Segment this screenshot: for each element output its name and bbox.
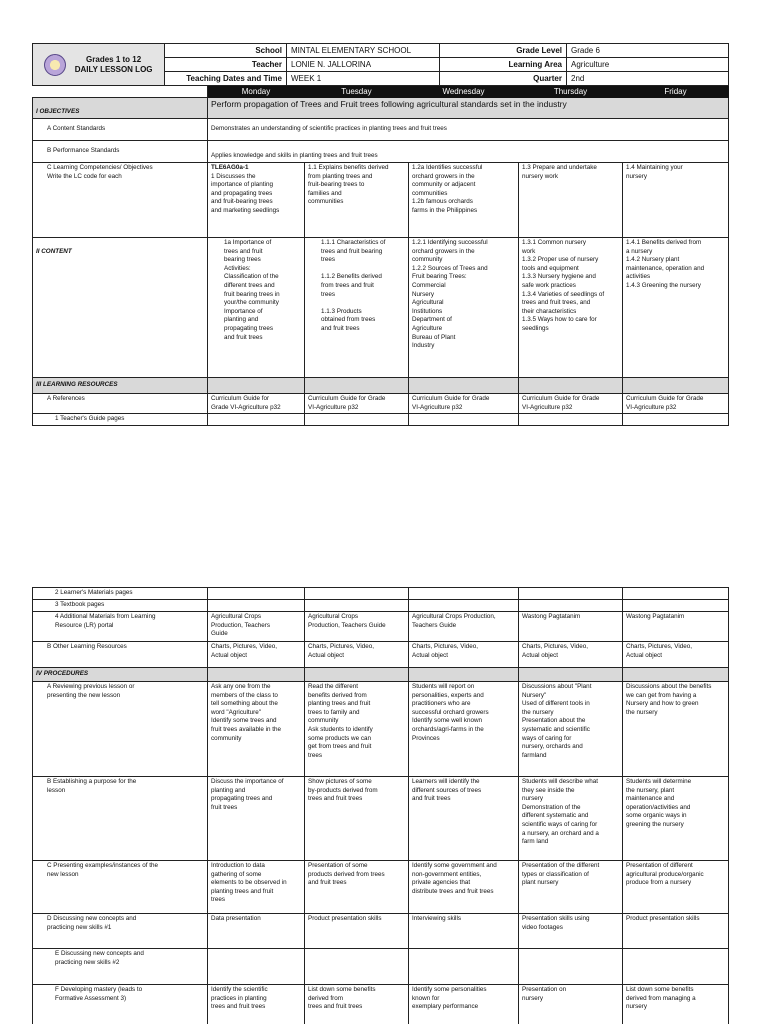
additional-tuesday: Agricultural Crops Production, Teachers Guide [305, 612, 409, 642]
competencies-label: C Learning Competencies/ Objectives Write the LC code for each [33, 163, 208, 238]
references-friday: Curriculum Guide for Grade VI-Agriculture p32 [623, 394, 729, 414]
mastery-wednesday: Identify some personalities known for exemplary performance [409, 985, 519, 1024]
mastery-monday: Identify the scientific practices in planting trees and fruit trees [208, 985, 305, 1024]
reviewing-label: A Reviewing previous lesson or presenting the new lesson [33, 682, 208, 777]
performance-standards-value: Applies knowledge and skills in planting trees and fruit trees [208, 141, 729, 163]
content-row [33, 238, 729, 378]
reviewing-thursday: Discussions about "Plant Nursery" Used of different tools in the nursery Presentation about the systematic and scientific ways of caring for nursery, orchards and farmland [519, 682, 623, 777]
other-resources-label: B Other Learning Resources [33, 642, 208, 668]
content-friday: 1.4.1 Benefits derived from a nursery 1.4.2 Nursery plant maintenance, operation and activities 1.4.3 Greening the nursery [623, 238, 729, 378]
day-monday: Monday [208, 87, 305, 98]
reviewing-friday: Discussions about the benefits we can get from having a Nursery and how to green the nursery [623, 682, 729, 777]
dates-label: Teaching Dates and Time [165, 72, 287, 86]
content-tuesday: 1.1.1 Characteristics of trees and fruit bearing trees 1.1.2 Benefits derived from trees and fruit trees 1.1.3 Products obtained from trees and fruit trees [305, 238, 409, 378]
teacher-value: LONIE N. JALLORINA [287, 58, 440, 72]
examples-friday: Presentation of different agricultural produce/organic produce from a nursery [623, 861, 729, 914]
discussing-2-label: E Discussing new concepts and practicing new skills #2 [33, 949, 208, 985]
examples-wednesday: Identify some government and non-government entities, private agencies that distribute trees and fruit trees [409, 861, 519, 914]
day-thursday: Thursday [519, 87, 623, 98]
purpose-row [33, 777, 729, 861]
discussing-1-wednesday: Interviewing skills [409, 914, 519, 949]
competency-code: TLE6AG0a-1 [211, 164, 249, 171]
school-label: School [165, 44, 287, 58]
discussing-2-row [33, 949, 729, 985]
objectives-section-row [33, 98, 729, 119]
school-value: MINTAL ELEMENTARY SCHOOL [287, 44, 440, 58]
day-header-row [33, 87, 729, 98]
references-tuesday: Curriculum Guide for Grade VI-Agriculture p32 [305, 394, 409, 414]
performance-standards-row [33, 141, 729, 163]
content-standards-label: A Content Standards [33, 119, 208, 141]
discussing-1-friday: Product presentation skills [623, 914, 729, 949]
mastery-friday: List down some benefits derived from managing a nursery [623, 985, 729, 1024]
content-thursday: 1.3.1 Common nursery work 1.3.2 Proper use of nursery tools and equipment 1.3.3 Nursery hygiene and safe work practices 1.3.4 Varieties of seedlings of trees and fruit trees, and their characteristics 1.3.5 Ways how to care for seedlings [519, 238, 623, 378]
competency-tuesday: 1.1 Explains benefits derived from planting trees and fruit-bearing trees to families and communities [305, 163, 409, 238]
quarter-label: Quarter [440, 72, 567, 86]
objectives-section-label: I OBJECTIVES [33, 98, 208, 119]
lesson-table-2 [32, 587, 729, 1024]
references-label: A References [33, 394, 208, 414]
resources-section-row [33, 378, 729, 394]
day-wednesday: Wednesday [409, 87, 519, 98]
title-block [33, 44, 165, 86]
competency-wednesday: 1.2a Identifies successful orchard growers in the community or adjacent communities 1.2b famous orchards farms in the Philippines [409, 163, 519, 238]
discussing-1-monday: Data presentation [208, 914, 305, 949]
header-table [32, 43, 729, 86]
other-thursday: Charts, Pictures, Video, Actual object [519, 642, 623, 668]
content-monday: 1a Importance of trees and fruit bearing trees Activities: Classification of the different trees and fruit bearing trees in your/the community Importance of planting and propagating trees and fruit trees [208, 238, 305, 378]
additional-materials-row [33, 612, 729, 642]
day-friday: Friday [623, 87, 729, 98]
mastery-tuesday: List down some benefits derived from trees and fruit trees [305, 985, 409, 1024]
performance-standards-label: B Performance Standards [33, 141, 208, 163]
examples-thursday: Presentation of the different types or classification of plant nursery [519, 861, 623, 914]
lesson-log-page-2 [32, 587, 728, 1024]
reviewing-wednesday: Students will report on personalities, experts and practitioners who are successful orchard growers Identify some well known orchards/agri-farms in the Provinces [409, 682, 519, 777]
title-line-1: Grades 1 to 12 [86, 54, 142, 64]
form-title [75, 55, 153, 75]
mastery-label: F Developing mastery (leads to Formative Assessment 3) [33, 985, 208, 1024]
lesson-log-page-1 [32, 43, 728, 426]
examples-label: C Presenting examples/instances of the new lesson [33, 861, 208, 914]
examples-tuesday: Presentation of some products derived from trees and fruit trees [305, 861, 409, 914]
competency-monday-text: 1 Discusses the importance of planting and propagating trees and fruit-bearing trees and marketing seedlings [211, 172, 280, 214]
competency-monday [208, 163, 305, 238]
additional-wednesday: Agricultural Crops Production, Teachers Guide [409, 612, 519, 642]
purpose-wednesday: Learners will identify the different sources of trees and fruit trees [409, 777, 519, 861]
reviewing-tuesday: Read the different benefits derived from planting trees and fruit trees to family and community Ask students to identify some products we can get from trees and fruit trees [305, 682, 409, 777]
discussing-1-thursday: Presentation skills using video footages [519, 914, 623, 949]
title-line-2: DAILY LESSON LOG [74, 64, 153, 74]
other-resources-row [33, 642, 729, 668]
resources-section-label: III LEARNING RESOURCES [33, 378, 208, 394]
discussing-1-tuesday: Product presentation skills [305, 914, 409, 949]
grade-level-value: Grade 6 [567, 44, 729, 58]
references-wednesday: Curriculum Guide for Grade VI-Agriculture p32 [409, 394, 519, 414]
deped-seal-icon [44, 54, 66, 76]
learners-materials-label: 2 Learner's Materials pages [33, 588, 208, 600]
quarter-value: 2nd [567, 72, 729, 86]
dates-value: WEEK 1 [287, 72, 440, 86]
reviewing-monday: Ask any one from the members of the class to tell something about the word "Agriculture" Identify some trees and fruit trees available in the community [208, 682, 305, 777]
content-standards-row [33, 119, 729, 141]
teachers-guide-label: 1 Teacher's Guide pages [33, 414, 208, 426]
learning-area-value: Agriculture [567, 58, 729, 72]
purpose-monday: Discuss the importance of planting and propagating trees and fruit trees [208, 777, 305, 861]
additional-friday: Wastong Pagtatanim [623, 612, 729, 642]
competency-friday: 1.4 Maintaining your nursery [623, 163, 729, 238]
grade-level-label: Grade Level [440, 44, 567, 58]
purpose-friday: Students will determine the nursery, plant maintenance and operation/activities and some organic ways in greening the nursery [623, 777, 729, 861]
examples-monday: Introduction to data gathering of some elements to be observed in planting trees and fruit trees [208, 861, 305, 914]
reviewing-row [33, 682, 729, 777]
textbook-row [33, 600, 729, 612]
day-tuesday: Tuesday [305, 87, 409, 98]
procedures-section-row [33, 668, 729, 682]
learners-materials-row [33, 588, 729, 600]
learning-area-label: Learning Area [440, 58, 567, 72]
examples-row [33, 861, 729, 914]
competency-thursday: 1.3 Prepare and undertake nursery work [519, 163, 623, 238]
other-wednesday: Charts, Pictures, Video, Actual object [409, 642, 519, 668]
textbook-label: 3 Textbook pages [33, 600, 208, 612]
objectives-banner: Perform propagation of Trees and Fruit trees following agricultural standards set in the industry [208, 98, 729, 119]
references-row [33, 394, 729, 414]
content-wednesday: 1.2.1 Identifying successful orchard growers in the community 1.2.2 Sources of Trees and Fruit bearing Trees: Commercial Nursery Agricultural Institutions Department of Agriculture Bureau of Plant Industry [409, 238, 519, 378]
references-thursday: Curriculum Guide for Grade VI-Agriculture p32 [519, 394, 623, 414]
content-section-label: II CONTENT [33, 238, 208, 378]
discussing-1-row [33, 914, 729, 949]
purpose-label: B Establishing a purpose for the lesson [33, 777, 208, 861]
additional-materials-label: 4 Additional Materials from Learning Resource (LR) portal [33, 612, 208, 642]
lesson-table-1 [32, 86, 729, 426]
procedures-section-label: IV PROCEDURES [33, 668, 208, 682]
other-friday: Charts, Pictures, Video, Actual object [623, 642, 729, 668]
content-standards-value: Demonstrates an understanding of scientific practices in planting trees and fruit trees [208, 119, 729, 141]
teacher-label: Teacher [165, 58, 287, 72]
references-monday: Curriculum Guide for Grade VI-Agriculture p32 [208, 394, 305, 414]
competencies-row [33, 163, 729, 238]
purpose-tuesday: Show pictures of some by-products derived from trees and fruit trees [305, 777, 409, 861]
teachers-guide-row [33, 414, 729, 426]
additional-monday: Agricultural Crops Production, Teachers Guide [208, 612, 305, 642]
additional-thursday: Wastong Pagtatanim [519, 612, 623, 642]
discussing-1-label: D Discussing new concepts and practicing new skills #1 [33, 914, 208, 949]
other-monday: Charts, Pictures, Video, Actual object [208, 642, 305, 668]
mastery-row [33, 985, 729, 1024]
purpose-thursday: Students will describe what they see inside the nursery Demonstration of the different systematic and scientific ways of caring for a nursery, an orchard and a farm land [519, 777, 623, 861]
mastery-thursday: Presentation on nursery [519, 985, 623, 1024]
other-tuesday: Charts, Pictures, Video, Actual object [305, 642, 409, 668]
